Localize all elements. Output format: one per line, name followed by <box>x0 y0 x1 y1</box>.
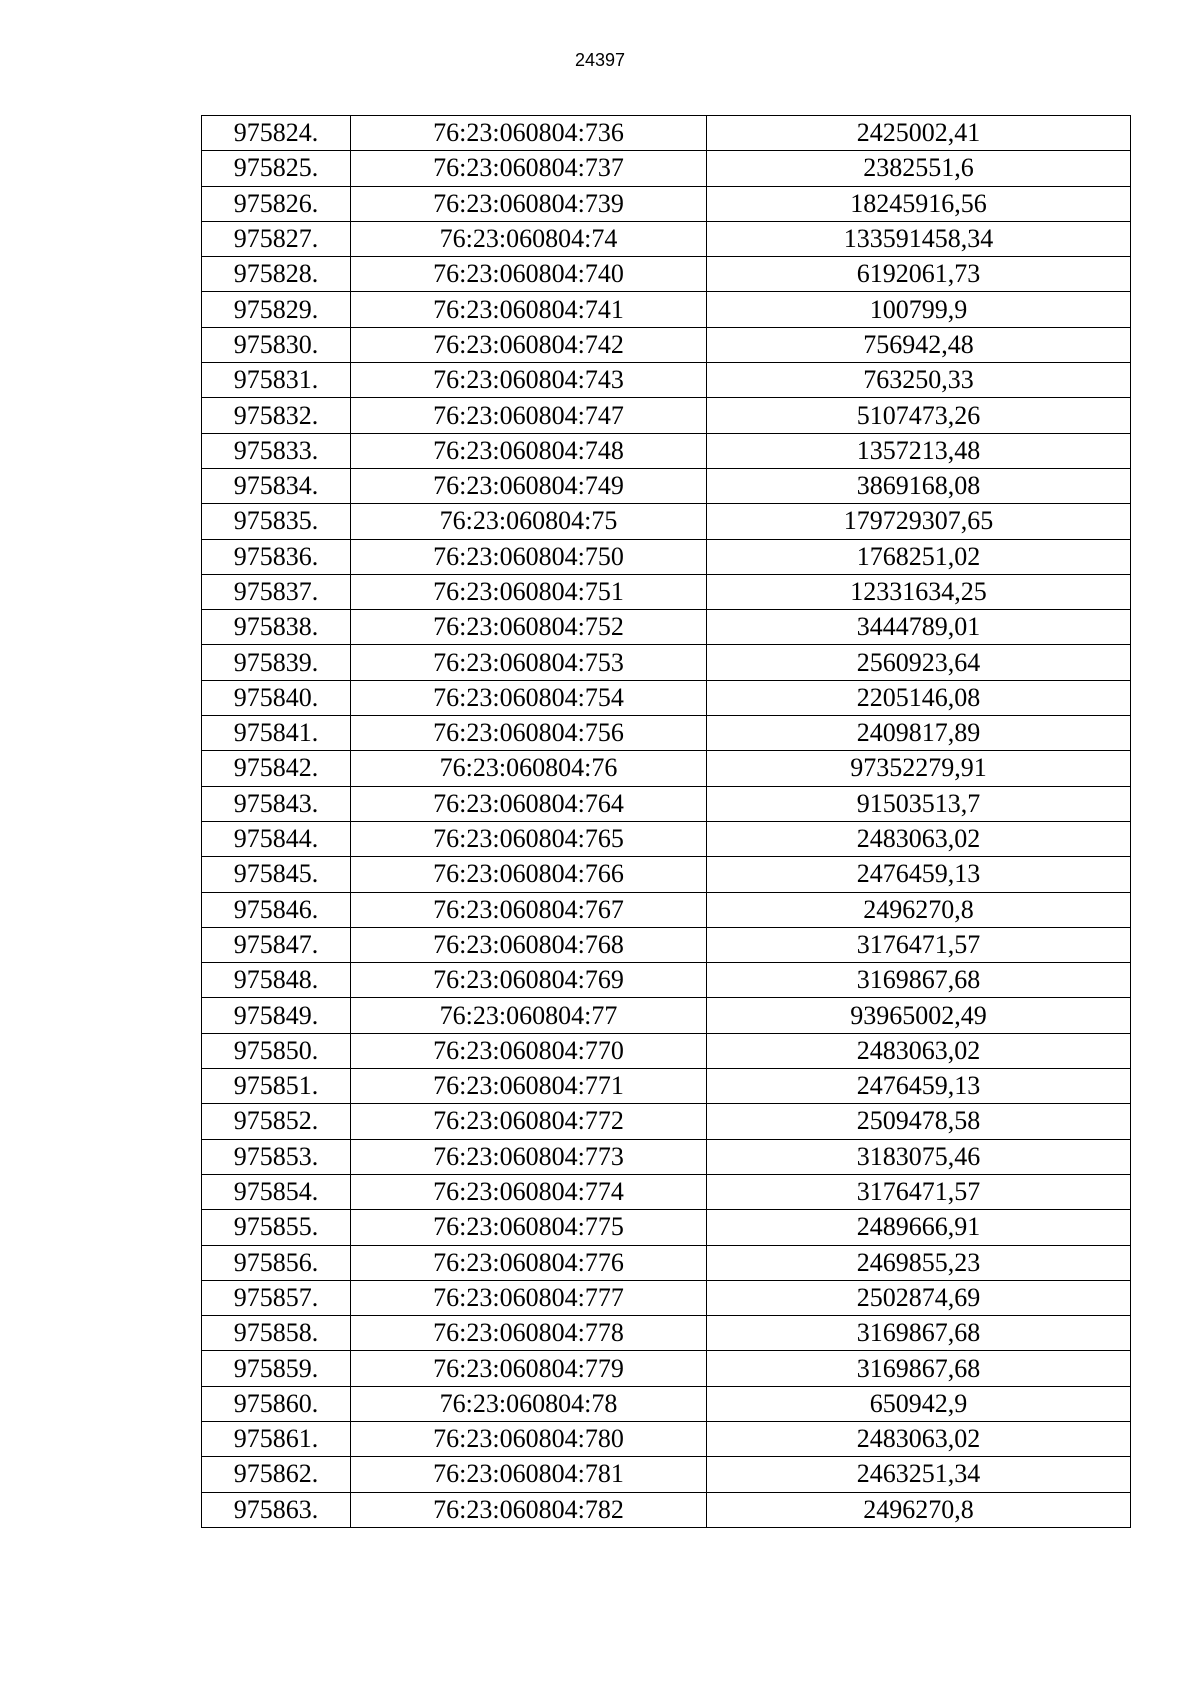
page-number: 24397 <box>574 50 626 70</box>
value-cell: 2502874,69 <box>707 1280 1131 1315</box>
value-cell: 756942,48 <box>707 327 1131 362</box>
cadastral-number-cell: 76:23:060804:75 <box>351 504 707 539</box>
row-number-cell: 975825. <box>202 151 351 186</box>
value-cell: 2409817,89 <box>707 716 1131 751</box>
cadastral-number-cell: 76:23:060804:772 <box>351 1104 707 1139</box>
row-number-cell: 975839. <box>202 645 351 680</box>
row-number-cell: 975838. <box>202 610 351 645</box>
cadastral-number-cell: 76:23:060804:743 <box>351 363 707 398</box>
cadastral-number-cell: 76:23:060804:768 <box>351 927 707 962</box>
value-cell: 3869168,08 <box>707 468 1131 503</box>
table-row <box>202 327 1131 362</box>
row-number-cell: 975863. <box>202 1492 351 1527</box>
value-cell: 2463251,34 <box>707 1457 1131 1492</box>
cadastral-number-cell: 76:23:060804:737 <box>351 151 707 186</box>
cadastral-number-cell: 76:23:060804:778 <box>351 1316 707 1351</box>
value-cell: 1768251,02 <box>707 539 1131 574</box>
row-number-cell: 975850. <box>202 1033 351 1068</box>
table-row <box>202 221 1131 256</box>
row-number-cell: 975848. <box>202 963 351 998</box>
cadastral-number-cell: 76:23:060804:779 <box>351 1351 707 1386</box>
row-number-cell: 975833. <box>202 433 351 468</box>
row-number-cell: 975861. <box>202 1421 351 1456</box>
cadastral-number-cell: 76:23:060804:78 <box>351 1386 707 1421</box>
value-cell: 650942,9 <box>707 1386 1131 1421</box>
row-number-cell: 975858. <box>202 1316 351 1351</box>
row-number-cell: 975859. <box>202 1351 351 1386</box>
value-cell: 2496270,8 <box>707 892 1131 927</box>
value-cell: 2496270,8 <box>707 1492 1131 1527</box>
cadastral-number-cell: 76:23:060804:776 <box>351 1245 707 1280</box>
value-cell: 2205146,08 <box>707 680 1131 715</box>
row-number-cell: 975836. <box>202 539 351 574</box>
table-row <box>202 1386 1131 1421</box>
table-row <box>202 1457 1131 1492</box>
cadastral-number-cell: 76:23:060804:741 <box>351 292 707 327</box>
row-number-cell: 975843. <box>202 786 351 821</box>
cadastral-number-cell: 76:23:060804:775 <box>351 1210 707 1245</box>
cadastral-number-cell: 76:23:060804:770 <box>351 1033 707 1068</box>
row-number-cell: 975847. <box>202 927 351 962</box>
table-row <box>202 433 1131 468</box>
row-number-cell: 975834. <box>202 468 351 503</box>
table-row <box>202 998 1131 1033</box>
row-number-cell: 975832. <box>202 398 351 433</box>
cadastral-number-cell: 76:23:060804:77 <box>351 998 707 1033</box>
table-row <box>202 892 1131 927</box>
cadastral-number-cell: 76:23:060804:782 <box>351 1492 707 1527</box>
row-number-cell: 975849. <box>202 998 351 1033</box>
value-cell: 763250,33 <box>707 363 1131 398</box>
table-row <box>202 1492 1131 1527</box>
table-row <box>202 610 1131 645</box>
table-row <box>202 927 1131 962</box>
row-number-cell: 975840. <box>202 680 351 715</box>
row-number-cell: 975851. <box>202 1069 351 1104</box>
row-number-cell: 975837. <box>202 574 351 609</box>
value-cell: 2489666,91 <box>707 1210 1131 1245</box>
value-cell: 97352279,91 <box>707 751 1131 786</box>
row-number-cell: 975860. <box>202 1386 351 1421</box>
cadastral-number-cell: 76:23:060804:764 <box>351 786 707 821</box>
value-cell: 18245916,56 <box>707 186 1131 221</box>
table-row <box>202 1316 1131 1351</box>
table-row <box>202 574 1131 609</box>
table-row <box>202 857 1131 892</box>
row-number-cell: 975824. <box>202 116 351 151</box>
cadastral-number-cell: 76:23:060804:740 <box>351 257 707 292</box>
cadastral-number-cell: 76:23:060804:769 <box>351 963 707 998</box>
table-row <box>202 504 1131 539</box>
cadastral-number-cell: 76:23:060804:750 <box>351 539 707 574</box>
cadastral-number-cell: 76:23:060804:76 <box>351 751 707 786</box>
cadastral-number-cell: 76:23:060804:751 <box>351 574 707 609</box>
row-number-cell: 975841. <box>202 716 351 751</box>
table-row <box>202 786 1131 821</box>
row-number-cell: 975853. <box>202 1139 351 1174</box>
cadastral-number-cell: 76:23:060804:753 <box>351 645 707 680</box>
table-row <box>202 1421 1131 1456</box>
cadastral-number-cell: 76:23:060804:780 <box>351 1421 707 1456</box>
value-cell: 2476459,13 <box>707 1069 1131 1104</box>
value-cell: 3444789,01 <box>707 610 1131 645</box>
cadastral-number-cell: 76:23:060804:748 <box>351 433 707 468</box>
value-cell: 12331634,25 <box>707 574 1131 609</box>
value-cell: 2382551,6 <box>707 151 1131 186</box>
cadastral-number-cell: 76:23:060804:742 <box>351 327 707 362</box>
row-number-cell: 975829. <box>202 292 351 327</box>
cadastral-number-cell: 76:23:060804:774 <box>351 1174 707 1209</box>
value-cell: 179729307,65 <box>707 504 1131 539</box>
value-cell: 6192061,73 <box>707 257 1131 292</box>
cadastral-number-cell: 76:23:060804:754 <box>351 680 707 715</box>
row-number-cell: 975835. <box>202 504 351 539</box>
value-cell: 3176471,57 <box>707 1174 1131 1209</box>
value-cell: 100799,9 <box>707 292 1131 327</box>
row-number-cell: 975844. <box>202 821 351 856</box>
table-row <box>202 116 1131 151</box>
row-number-cell: 975830. <box>202 327 351 362</box>
cadastral-number-cell: 76:23:060804:767 <box>351 892 707 927</box>
cadastral-number-cell: 76:23:060804:781 <box>351 1457 707 1492</box>
value-cell: 3169867,68 <box>707 1351 1131 1386</box>
value-cell: 3169867,68 <box>707 1316 1131 1351</box>
row-number-cell: 975831. <box>202 363 351 398</box>
row-number-cell: 975857. <box>202 1280 351 1315</box>
table-row <box>202 257 1131 292</box>
table-row <box>202 1069 1131 1104</box>
row-number-cell: 975855. <box>202 1210 351 1245</box>
value-cell: 2483063,02 <box>707 1033 1131 1068</box>
cadastral-number-cell: 76:23:060804:766 <box>351 857 707 892</box>
table-row <box>202 1033 1131 1068</box>
value-cell: 1357213,48 <box>707 433 1131 468</box>
table-row <box>202 1104 1131 1139</box>
table-row <box>202 1351 1131 1386</box>
value-cell: 2469855,23 <box>707 1245 1131 1280</box>
cadastral-number-cell: 76:23:060804:739 <box>351 186 707 221</box>
row-number-cell: 975862. <box>202 1457 351 1492</box>
value-cell: 2483063,02 <box>707 821 1131 856</box>
table-row <box>202 821 1131 856</box>
cadastral-number-cell: 76:23:060804:74 <box>351 221 707 256</box>
records-table <box>201 115 1131 1528</box>
table-row <box>202 751 1131 786</box>
row-number-cell: 975852. <box>202 1104 351 1139</box>
table-row <box>202 1280 1131 1315</box>
cadastral-number-cell: 76:23:060804:752 <box>351 610 707 645</box>
table-row <box>202 680 1131 715</box>
table-row <box>202 398 1131 433</box>
table-row <box>202 151 1131 186</box>
value-cell: 2560923,64 <box>707 645 1131 680</box>
table-row <box>202 963 1131 998</box>
value-cell: 2425002,41 <box>707 116 1131 151</box>
row-number-cell: 975827. <box>202 221 351 256</box>
value-cell: 133591458,34 <box>707 221 1131 256</box>
value-cell: 2483063,02 <box>707 1421 1131 1456</box>
value-cell: 2476459,13 <box>707 857 1131 892</box>
table-row <box>202 468 1131 503</box>
table-row <box>202 539 1131 574</box>
cadastral-number-cell: 76:23:060804:773 <box>351 1139 707 1174</box>
value-cell: 93965002,49 <box>707 998 1131 1033</box>
value-cell: 3169867,68 <box>707 963 1131 998</box>
row-number-cell: 975826. <box>202 186 351 221</box>
table-row <box>202 1245 1131 1280</box>
records-table-body <box>202 116 1131 1528</box>
row-number-cell: 975828. <box>202 257 351 292</box>
cadastral-number-cell: 76:23:060804:756 <box>351 716 707 751</box>
table-row <box>202 1174 1131 1209</box>
table-row <box>202 1139 1131 1174</box>
value-cell: 3176471,57 <box>707 927 1131 962</box>
cadastral-number-cell: 76:23:060804:777 <box>351 1280 707 1315</box>
table-row <box>202 292 1131 327</box>
value-cell: 2509478,58 <box>707 1104 1131 1139</box>
row-number-cell: 975846. <box>202 892 351 927</box>
cadastral-number-cell: 76:23:060804:736 <box>351 116 707 151</box>
row-number-cell: 975842. <box>202 751 351 786</box>
cadastral-number-cell: 76:23:060804:771 <box>351 1069 707 1104</box>
row-number-cell: 975856. <box>202 1245 351 1280</box>
value-cell: 91503513,7 <box>707 786 1131 821</box>
cadastral-number-cell: 76:23:060804:749 <box>351 468 707 503</box>
table-row <box>202 363 1131 398</box>
row-number-cell: 975854. <box>202 1174 351 1209</box>
cadastral-number-cell: 76:23:060804:765 <box>351 821 707 856</box>
table-row <box>202 1210 1131 1245</box>
table-row <box>202 645 1131 680</box>
row-number-cell: 975845. <box>202 857 351 892</box>
value-cell: 5107473,26 <box>707 398 1131 433</box>
table-row <box>202 716 1131 751</box>
value-cell: 3183075,46 <box>707 1139 1131 1174</box>
table-row <box>202 186 1131 221</box>
cadastral-number-cell: 76:23:060804:747 <box>351 398 707 433</box>
